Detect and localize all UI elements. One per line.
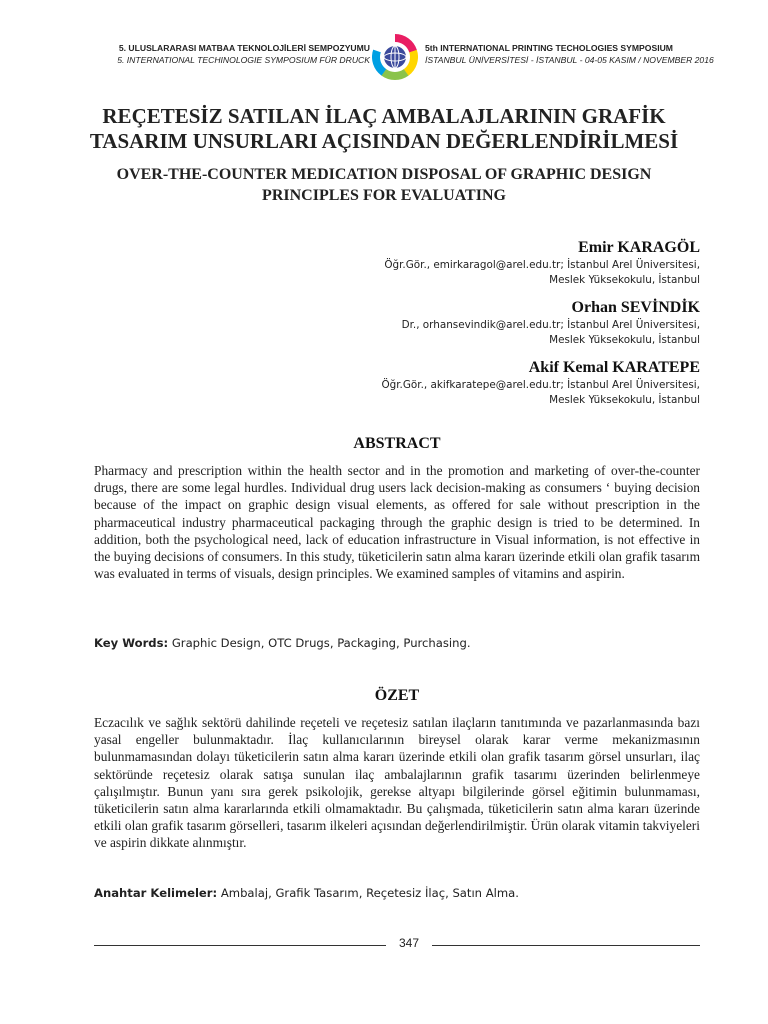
author-affiliation: Öğr.Gör., emirkaragol@arel.edu.tr; İstanbul Arel Üniversitesi, bbox=[384, 259, 700, 271]
author-affiliation: Meslek Yüksekokulu, İstanbul bbox=[549, 334, 700, 346]
title-english-line1: OVER-THE-COUNTER MEDICATION DISPOSAL OF GRAPHIC DESIGN bbox=[116, 166, 652, 183]
symposium-logo-icon bbox=[372, 34, 418, 80]
title-english-line2: PRINCIPLES FOR EVALUATING bbox=[262, 187, 506, 204]
keywords-label: Key Words: bbox=[94, 636, 169, 650]
keywords-value: Graphic Design, OTC Drugs, Packaging, Purchasing. bbox=[171, 636, 471, 650]
author-affiliation: Meslek Yüksekokulu, İstanbul bbox=[549, 274, 700, 286]
ozet-text: Eczacılık ve sağlık sektörü dahilinde reçeteli ve reçetesiz satılan ilaçların tanıtımında ve pazarlanmasında bazı yasal engeller bulunmaktadır. İlaç kullanıcılarının bireysel olarak karar verme mekanizmasının bulunmamasından dolayı tüketicilerin satın alma kararı üzerinde etkili olan grafik tasarım görsel unsurları, ilaç sektöründe reçetesiz olarak satışa sunulan ilaç ambalajlarının grafik tasarımı üzerinden belirlenmeye çalışılmıştır. Bunun yanı sıra gerek psikolojik, gerekse altyapı bilgilerinde görsel eğitimin bulunmaması, tüketicilerin satın alma kararlarında etkili olmamaktadır. Bu çalışmada, tüketicilerin satın alma kararı üzerinde etkili olan grafik tasarım görselleri, tasarım ilkeleri açısından değerlendirilmiştir. Ürün olarak vitamin takviyeleri ve aspirin dikkate alınmıştır. bbox=[94, 715, 700, 851]
symposium-name-tr: 5. ULUSLARARASI MATBAA TEKNOLOJİLERİ SEMPOZYUMU bbox=[118, 43, 370, 53]
footer-rule-right bbox=[432, 945, 700, 946]
author-affiliation: Dr., orhansevindik@arel.edu.tr; İstanbul Arel Üniversitesi, bbox=[401, 319, 700, 331]
page-number: 347 bbox=[398, 936, 420, 950]
author-affiliation: Öğr.Gör., akifkaratepe@arel.edu.tr; İstanbul Arel Üniversitesi, bbox=[381, 379, 700, 391]
symposium-venue-date: İSTANBUL ÜNİVERSİTESİ - İSTANBUL - 04-05 KASIM / NOVEMBER 2016 bbox=[425, 55, 714, 65]
symposium-name-en: 5th INTERNATIONAL PRINTING TECHOLOGIES SYMPOSIUM bbox=[425, 43, 673, 53]
author-block bbox=[250, 238, 700, 288]
author-block bbox=[250, 298, 700, 348]
footer-rule-left bbox=[94, 945, 386, 946]
keywords bbox=[94, 635, 700, 651]
abstract-heading: ABSTRACT bbox=[353, 435, 441, 452]
title-turkish-line2: TASARIM UNSURLARI AÇISINDAN DEĞERLENDİRİLMESİ bbox=[89, 129, 679, 153]
author-block bbox=[250, 358, 700, 408]
header-left bbox=[90, 42, 370, 66]
author-name: Emir KARAGÖL bbox=[578, 239, 700, 256]
anahtar-kelimeler bbox=[94, 885, 700, 901]
author-name: Akif Kemal KARATEPE bbox=[528, 359, 700, 376]
title-turkish bbox=[60, 104, 708, 154]
title-english bbox=[60, 164, 708, 206]
anahtar-kelimeler-label: Anahtar Kelimeler: bbox=[94, 886, 218, 900]
author-affiliation: Meslek Yüksekokulu, İstanbul bbox=[549, 394, 700, 406]
author-name: Orhan SEVİNDİK bbox=[571, 299, 700, 316]
header-right bbox=[425, 42, 715, 66]
anahtar-kelimeler-value: Ambalaj, Grafik Tasarım, Reçetesiz İlaç, Satın Alma. bbox=[220, 886, 519, 900]
symposium-name-de: 5. INTERNATIONAL TECHINOLOGIE SYMPOSIUM FÜR DRUCK bbox=[117, 55, 370, 65]
ozet-heading: ÖZET bbox=[374, 687, 420, 704]
title-turkish-line1: REÇETESİZ SATILAN İLAÇ AMBALAJLARININ GRAFİK bbox=[102, 104, 666, 128]
abstract-text: Pharmacy and prescription within the health sector and in the promotion and marketing of over-the-counter drugs, there are some legal hurdles. Individual drug users lack decision-making as consumers ‘ buying decision because of the impact on graphic design visual elements, as offered for sale without prescription in the pharmaceutical industry pharmaceutical packaging through the graphic design is tried to be determined. In addition, both the psychological need, lack of education infrastructure in Visual information, is not effective in the buying decisions of consumers. In this study, tüketicilerin satın alma kararı üzerinde etkili olan grafik tasarım was evaluated in terms of visuals, design principles. We examined samples of vitamins and aspirin. bbox=[94, 463, 701, 582]
